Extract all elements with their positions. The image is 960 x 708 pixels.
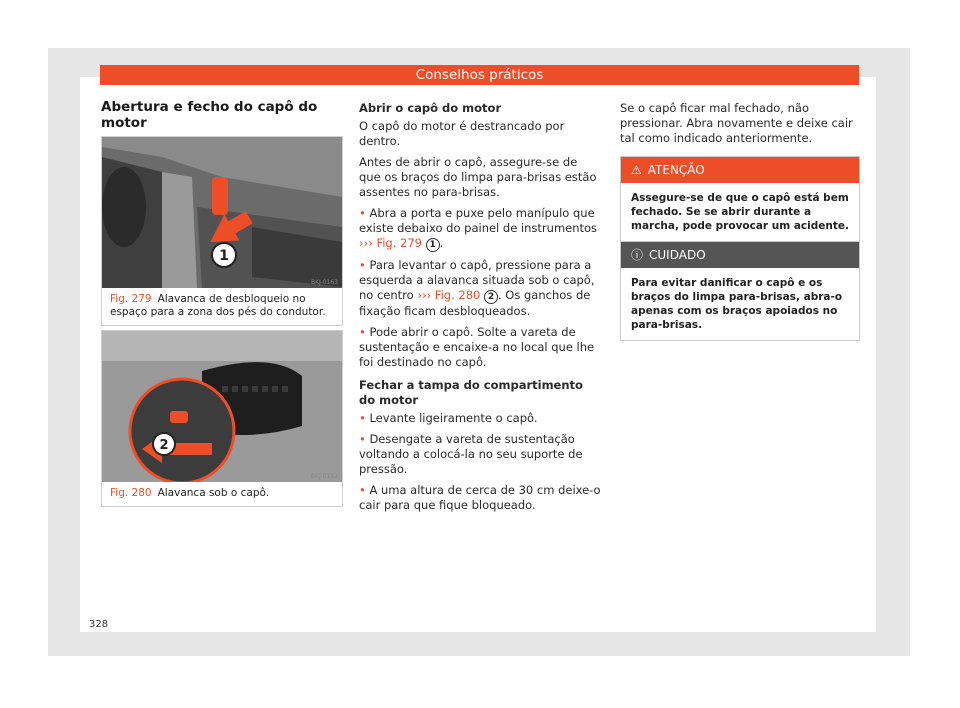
close-bullet-3 bbox=[359, 483, 601, 513]
figure-279-caption bbox=[102, 288, 342, 325]
caution-title: CUIDADO bbox=[649, 248, 706, 262]
callout-1-badge: 1 bbox=[426, 238, 440, 252]
warning-text: Assegure-se de que o capô está bem fechado. Se se abrir durante a marcha, pode provocar um acidente. bbox=[631, 192, 849, 232]
chapter-header: Conselhos práticos bbox=[100, 65, 859, 85]
bullet-icon: • bbox=[359, 483, 370, 497]
warning-box bbox=[620, 156, 860, 242]
paragraph-note: Se o capô ficar mal fechado, não pressionar. Abra novamente e deixe cair tal como indicado anteriormente. bbox=[620, 101, 853, 145]
page-number: 328 bbox=[89, 619, 109, 630]
callout-2-badge: 2 bbox=[484, 290, 498, 304]
figure-280-image bbox=[102, 331, 342, 482]
close-bullet-1 bbox=[359, 411, 601, 426]
figure-280 bbox=[101, 330, 343, 507]
bullet-icon: • bbox=[359, 258, 370, 272]
heading-close: Fechar a tampa do compartimento do motor bbox=[359, 378, 583, 407]
figure-279-caption-text: Alavanca de desbloqueio no espaço para a zona dos pés do condutor. bbox=[110, 293, 326, 318]
figure-280-caption bbox=[102, 482, 342, 506]
caution-text: Para evitar danificar o capô e os braços do limpa para-brisas, abra-o apenas com os braços apoiados no para-brisas. bbox=[631, 277, 843, 331]
figure-280-code: BKJ-0162 bbox=[310, 473, 338, 480]
fig-280-link[interactable]: ››› Fig. 280 bbox=[417, 288, 481, 302]
figure-280-caption-text: Alavanca sob o capô. bbox=[157, 487, 270, 499]
warning-triangle-icon: ⚠ bbox=[631, 163, 642, 177]
fig-279-link[interactable]: ››› Fig. 279 bbox=[359, 236, 422, 250]
figure-280-label: Fig. 280 bbox=[110, 487, 152, 499]
figure-279-label: Fig. 279 bbox=[110, 293, 152, 305]
bullet-icon: • bbox=[359, 411, 370, 425]
info-circle-icon: ⓘ bbox=[631, 248, 644, 262]
bullet-2 bbox=[359, 258, 601, 319]
bullet-1-text: Abra a porta e puxe pelo manípulo que existe debaixo do painel de instrumentos bbox=[359, 206, 598, 235]
bullet-2-after: . Os ganchos de fixação ficam desbloqueados. bbox=[359, 288, 591, 318]
paragraph-intro: O capô do motor é destrancado por dentro. bbox=[359, 119, 565, 148]
paragraph-before: Antes de abrir o capô, assegure-se de que os braços do limpa para-brisas estão assentes no para-brisas. bbox=[359, 155, 597, 199]
bullet-icon: • bbox=[359, 206, 370, 220]
caution-header bbox=[621, 242, 859, 268]
bullet-3 bbox=[359, 325, 601, 370]
figure-280-callout: 2 bbox=[159, 438, 169, 453]
figure-279-callout: 1 bbox=[219, 248, 229, 264]
close-bullet-3-text: A uma altura de cerca de 30 cm deixe-o cair para que fique bloqueado. bbox=[359, 483, 601, 512]
middle-column bbox=[359, 101, 601, 519]
right-column bbox=[620, 101, 860, 152]
bullet-icon: • bbox=[359, 325, 370, 339]
bullet-icon: • bbox=[359, 432, 370, 446]
section-title: Abertura e fecho do capô do motor bbox=[101, 99, 341, 138]
warning-title: ATENÇÃO bbox=[647, 163, 705, 177]
bullet-3-text: Pode abrir o capô. Solte a vareta de sustentação e encaixe-a no local que lhe foi destinado no capô. bbox=[359, 325, 595, 369]
heading-open: Abrir o capô do motor bbox=[359, 101, 502, 115]
warning-header bbox=[621, 157, 859, 183]
figure-279 bbox=[101, 136, 343, 326]
close-bullet-2-text: Desengate a vareta de sustentação voltando a colocá-la no seu suporte de pressão. bbox=[359, 432, 583, 476]
bullet-2-text: Para levantar o capô, pressione para a esquerda a alavanca situada sob o capô, no centro bbox=[359, 258, 595, 302]
figure-279-code: BKJ-0163 bbox=[310, 279, 338, 286]
bullet-1: • Abra a porta e puxe pelo manípulo que existe debaixo do painel de instrumentos ››› Fig. 279 1 . bbox=[359, 206, 598, 250]
close-bullet-1-text: Levante ligeiramente o capô. bbox=[369, 411, 538, 425]
close-bullet-2 bbox=[359, 432, 601, 477]
caution-box bbox=[620, 241, 860, 341]
figure-279-image bbox=[102, 137, 342, 288]
